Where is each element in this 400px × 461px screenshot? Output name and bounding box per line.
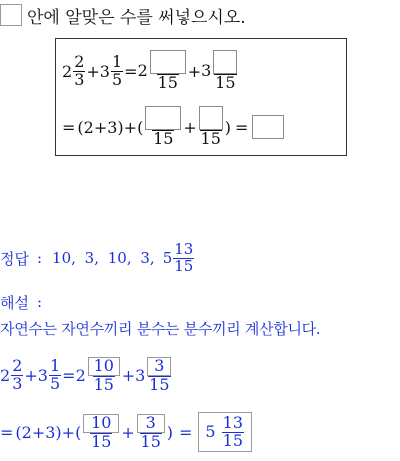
fraction: $\frac{2}{3}$	[74, 51, 85, 89]
blank-square-icon	[0, 4, 22, 26]
filled-answer-box: 5 $\frac{13}{15}$	[198, 412, 252, 453]
fraction: $\frac{10}{15}$	[87, 357, 121, 394]
fraction: $\frac{2}{3}$	[12, 355, 23, 393]
fraction: $\frac{1}{5}$	[49, 355, 61, 393]
instruction-row	[0, 3, 246, 27]
answer-values: 10, 3, 10, 3,	[52, 249, 155, 267]
explanation-line-2: = (2+3) + ( $\frac{10}{15}$ + $\frac{3}{15}$ ) = 5 $\frac{13}{15}$	[0, 405, 252, 459]
fraction: $\frac{13}{15}$	[222, 412, 244, 450]
fraction: 15	[212, 50, 238, 92]
answer-blank-4[interactable]	[199, 106, 223, 130]
filled-answer-box: 10	[88, 357, 120, 376]
fraction: 15	[149, 50, 187, 92]
filled-answer-box: 3	[137, 414, 165, 433]
fraction: $\frac{1}{5}$	[111, 51, 123, 89]
fraction: 15	[144, 106, 182, 148]
explanation-line-1: 2 $\frac{2}{3}$ + 3 $\frac{1}{5}$ = 2 $\frac{10}{15}$ + 3 $\frac{3}{15}$	[0, 348, 173, 402]
fraction: $\frac{10}{15}$	[82, 414, 120, 451]
fraction: $\frac{3}{15}$	[136, 414, 166, 451]
answer-row: 정답 : 10, 3, 10, 3, 5 $\frac{13}{15}$	[0, 239, 194, 275]
instruction-text: 안에 알맞은 수를 써넣으시오.	[27, 7, 246, 28]
answer-blank-1[interactable]	[150, 50, 186, 74]
question-line-1: 2 $\frac{2}{3}$ + 3 $\frac{1}{5}$ = 2 15 + 3 15	[62, 44, 239, 98]
answer-label: 정답	[0, 249, 29, 268]
answer-blank-2[interactable]	[213, 50, 237, 74]
explanation-label-row: 해설 :	[0, 293, 43, 312]
filled-answer-box: 3	[147, 357, 171, 376]
fraction: 15	[198, 106, 224, 148]
question-line-2: = (2+3) + ( 15 + 15 ) =	[62, 100, 284, 154]
answer-blank-5[interactable]	[252, 115, 284, 139]
explanation-label: 해설	[0, 293, 29, 312]
explanation-text: 자연수는 자연수끼리 분수는 분수끼리 계산합니다.	[0, 320, 321, 338]
filled-answer-box: 10	[83, 414, 119, 433]
answer-blank-3[interactable]	[145, 106, 181, 130]
fraction: $\frac{13}{15}$	[174, 239, 194, 275]
fraction: $\frac{3}{15}$	[149, 355, 170, 394]
